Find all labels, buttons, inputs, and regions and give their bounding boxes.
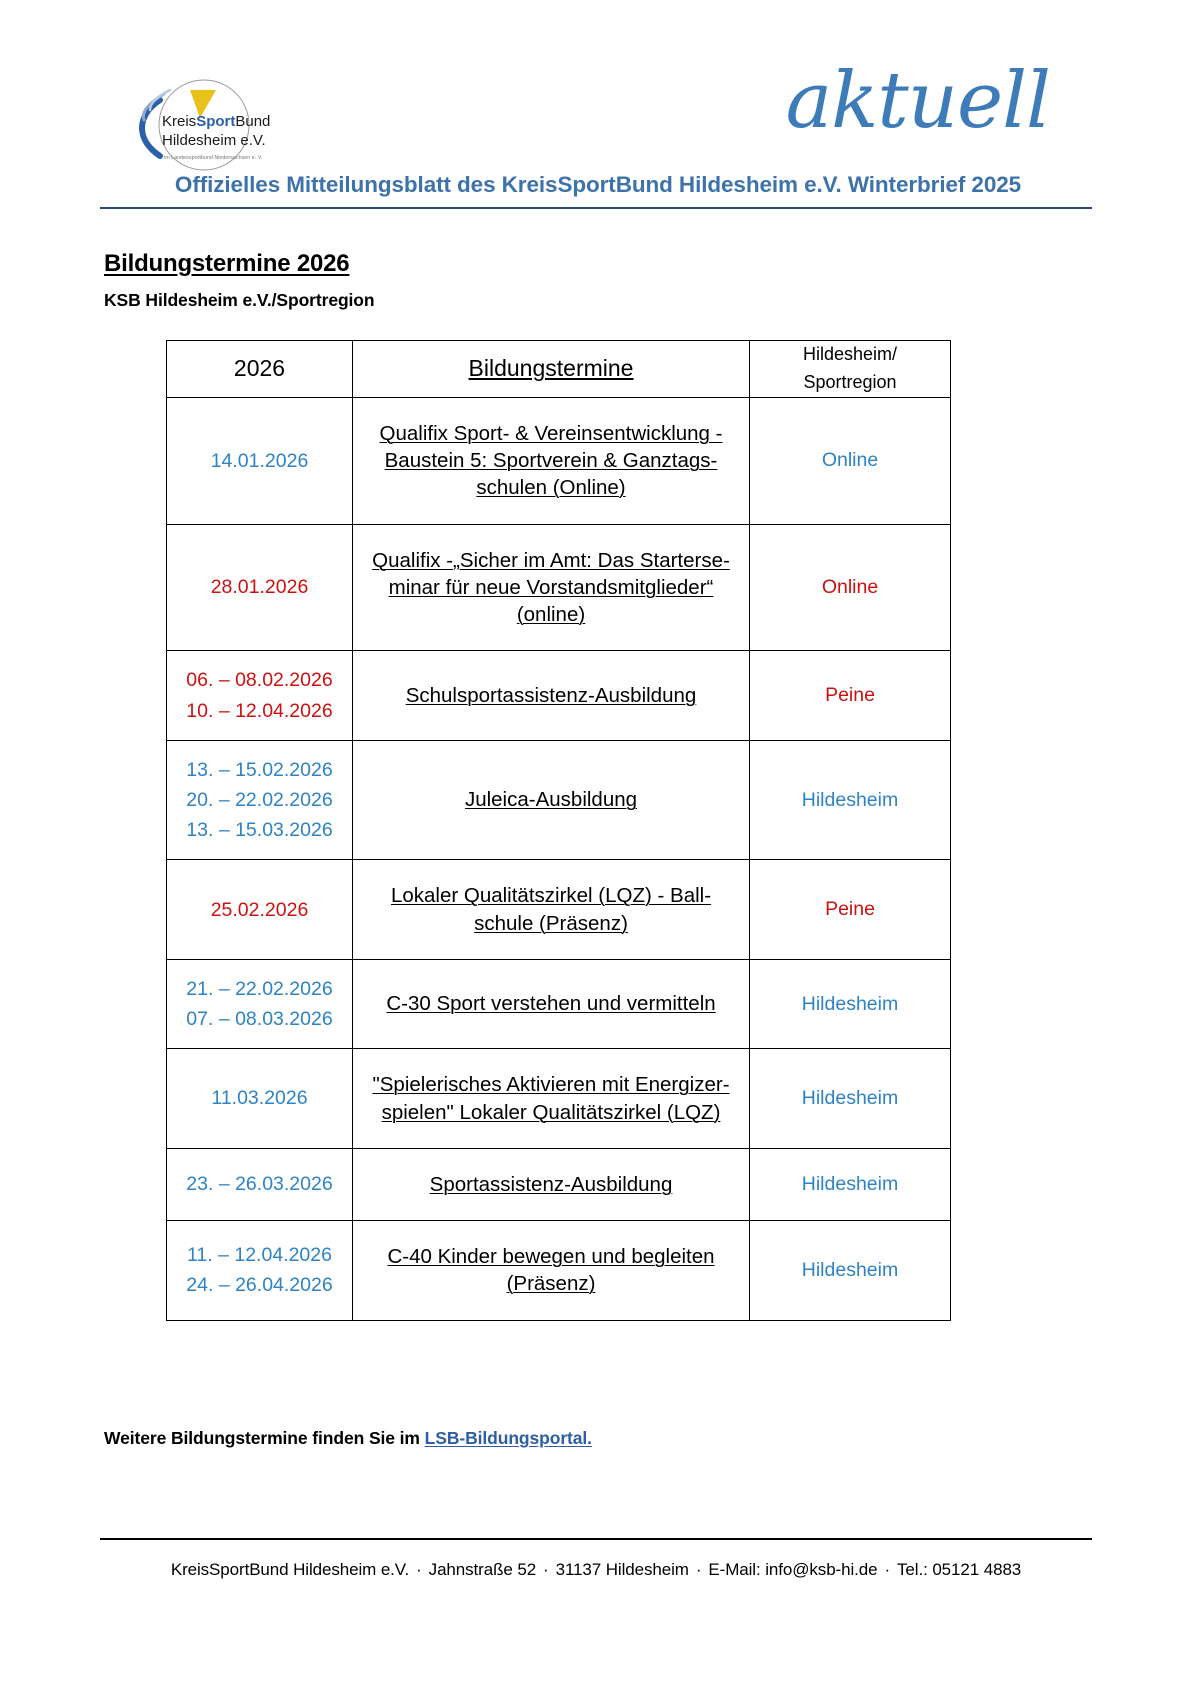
column-header-events-label: Bildungstermine xyxy=(468,355,634,382)
table-row xyxy=(167,959,951,1048)
event-title-row xyxy=(365,1099,737,1126)
event-title-row xyxy=(365,1243,737,1270)
cell-event-title xyxy=(353,524,750,651)
event-title-row xyxy=(365,447,737,474)
column-header-region-line1: Hildesheim/ xyxy=(802,344,898,364)
footer-part: KreisSportBund Hildesheim e.V. xyxy=(170,1560,410,1579)
event-title-row xyxy=(365,574,737,601)
event-title-line: Juleica-Ausbildung xyxy=(464,788,638,812)
cell-event-title xyxy=(353,860,750,960)
further-dates-note xyxy=(104,1428,592,1449)
event-title-row xyxy=(365,1270,737,1297)
footer-part: E-Mail: info@ksb-hi.de xyxy=(708,1560,878,1579)
cell-dates xyxy=(167,651,353,740)
date-line: 28.01.2026 xyxy=(210,576,309,599)
event-title-row xyxy=(365,601,737,628)
masthead xyxy=(0,0,1190,215)
event-title-row xyxy=(365,910,737,937)
cell-event-title xyxy=(353,397,750,524)
cell-dates xyxy=(167,1049,353,1149)
event-title-line: spielen" Lokaler Qualitätszirkel (LQZ) xyxy=(381,1100,721,1124)
event-title-line: Sportassistenz-Ausbildung xyxy=(429,1172,673,1196)
date-line: 07. – 08.03.2026 xyxy=(186,1008,333,1031)
cell-event-title xyxy=(353,959,750,1048)
date-line: 14.01.2026 xyxy=(210,449,309,472)
event-title-line: Baustein 5: Sportverein & Ganztags- xyxy=(384,449,718,473)
event-title-line: minar für neue Vorstandsmitglieder“ xyxy=(388,575,714,599)
event-title-row xyxy=(365,682,737,709)
cell-location: Hildesheim xyxy=(750,1148,951,1220)
event-title-row xyxy=(365,786,737,813)
date-line: 13. – 15.03.2026 xyxy=(186,819,333,842)
cell-dates xyxy=(167,1148,353,1220)
cell-event-title xyxy=(353,651,750,740)
event-title-line: C-40 Kinder bewegen und begleiten xyxy=(387,1245,715,1269)
event-title-row xyxy=(365,882,737,909)
table-row xyxy=(167,651,951,740)
cell-location: Hildesheim xyxy=(750,1049,951,1149)
cell-location: Hildesheim xyxy=(750,959,951,1048)
event-title-row xyxy=(365,420,737,447)
event-title-line: Lokaler Qualitätszirkel (LQZ) - Ball- xyxy=(390,884,712,908)
footer-part: 31137 Hildesheim xyxy=(555,1560,689,1579)
ksb-logo xyxy=(118,78,278,173)
masthead-subtitle: Offizielles Mitteilungsblatt des KreisSportBund Hildesheim e.V. Winterbrief 2025 xyxy=(174,172,1022,197)
column-header-events xyxy=(353,341,750,398)
table-row xyxy=(167,1148,951,1220)
date-line: 10. – 12.04.2026 xyxy=(186,699,333,722)
date-line: 11. – 12.04.2026 xyxy=(187,1244,332,1267)
date-line: 25.02.2026 xyxy=(210,898,309,921)
column-header-region-line2: Sportregion xyxy=(803,371,897,392)
lsb-bildungsportal-link[interactable]: LSB-Bildungsportal. xyxy=(424,1428,592,1448)
bildungstermine-table xyxy=(166,340,951,1321)
date-line: 06. – 08.02.2026 xyxy=(186,669,333,692)
table-body xyxy=(167,397,951,1320)
event-title-row xyxy=(365,547,737,574)
footer-separator: · xyxy=(695,1560,702,1579)
date-line: 11.03.2026 xyxy=(211,1087,308,1110)
header-divider xyxy=(100,207,1092,209)
logo-bund: Bund xyxy=(235,113,271,130)
cell-dates xyxy=(167,740,353,860)
cell-location: Online xyxy=(750,397,951,524)
page-subtitle: KSB Hildesheim e.V./Sportregion xyxy=(104,290,375,310)
cell-dates xyxy=(167,397,353,524)
aktuell-wordmark: aktuell xyxy=(785,56,1050,146)
logo-sport: Sport xyxy=(196,113,236,130)
date-line: 13. – 15.02.2026 xyxy=(186,758,333,781)
cell-dates xyxy=(167,524,353,651)
table-row xyxy=(167,1221,951,1321)
cell-location: Hildesheim xyxy=(750,1221,951,1321)
cell-location: Peine xyxy=(750,860,951,960)
cell-dates xyxy=(167,1221,353,1321)
event-title-row xyxy=(365,990,737,1017)
cell-location: Hildesheim xyxy=(750,740,951,860)
footer-separator: · xyxy=(884,1560,891,1579)
table-row xyxy=(167,740,951,860)
event-title-line: C-30 Sport verstehen und vermitteln xyxy=(386,992,716,1016)
svg-text:KreisSportBund xyxy=(162,113,270,130)
event-title-line: Qualifix -„Sicher im Amt: Das Starterse- xyxy=(372,548,730,572)
event-title-row xyxy=(365,474,737,501)
table-row xyxy=(167,1049,951,1149)
footer-separator: · xyxy=(416,1560,422,1579)
event-title-line: "Spielerisches Aktivieren mit Energizer- xyxy=(372,1073,730,1097)
event-title-line: Schulsportassistenz-Ausbildung xyxy=(405,683,697,707)
cell-dates xyxy=(167,860,353,960)
footer-part: Tel.: 05121 4883 xyxy=(897,1560,1022,1579)
event-title-line: schule (Präsenz) xyxy=(474,911,628,935)
event-title-line: (Präsenz) xyxy=(506,1272,596,1296)
footer-part: Jahnstraße 52 xyxy=(428,1560,537,1579)
cell-event-title xyxy=(353,1049,750,1149)
footer-separator: · xyxy=(543,1560,549,1579)
cell-event-title xyxy=(353,1221,750,1321)
cell-event-title xyxy=(353,1148,750,1220)
table-row xyxy=(167,397,951,524)
cell-event-title xyxy=(353,740,750,860)
event-title-line: (online) xyxy=(516,603,586,627)
date-line: 21. – 22.02.2026 xyxy=(186,977,333,1000)
event-title-line: Qualifix Sport- & Vereinsentwicklung - xyxy=(379,421,723,445)
footer-contact-line xyxy=(100,1560,1092,1580)
date-line: 23. – 26.03.2026 xyxy=(186,1173,333,1196)
cell-location: Peine xyxy=(750,651,951,740)
column-header-year: 2026 xyxy=(167,341,353,398)
event-title-line: schulen (Online) xyxy=(476,476,626,500)
date-line: 20. – 22.02.2026 xyxy=(186,788,333,811)
note-prefix: Weitere Bildungstermine finden Sie im xyxy=(104,1428,425,1448)
table-head xyxy=(167,341,951,398)
event-title-row xyxy=(365,1071,737,1098)
logo-kreis: Kreis xyxy=(162,113,197,130)
event-title-row xyxy=(365,1171,737,1198)
table-header-row xyxy=(167,341,951,398)
cell-location: Online xyxy=(750,524,951,651)
cell-dates xyxy=(167,959,353,1048)
logo-tagline: im Landessportbund Niedersachsen e. V. xyxy=(164,155,263,161)
logo-city: Hildesheim e.V. xyxy=(162,132,266,149)
footer-divider xyxy=(100,1538,1092,1540)
table-row xyxy=(167,524,951,651)
ksb-logo-graphic xyxy=(118,78,278,173)
column-header-region xyxy=(750,341,951,398)
page-title: Bildungstermine 2026 xyxy=(104,250,350,277)
date-line: 24. – 26.04.2026 xyxy=(186,1274,333,1297)
table-row xyxy=(167,860,951,960)
